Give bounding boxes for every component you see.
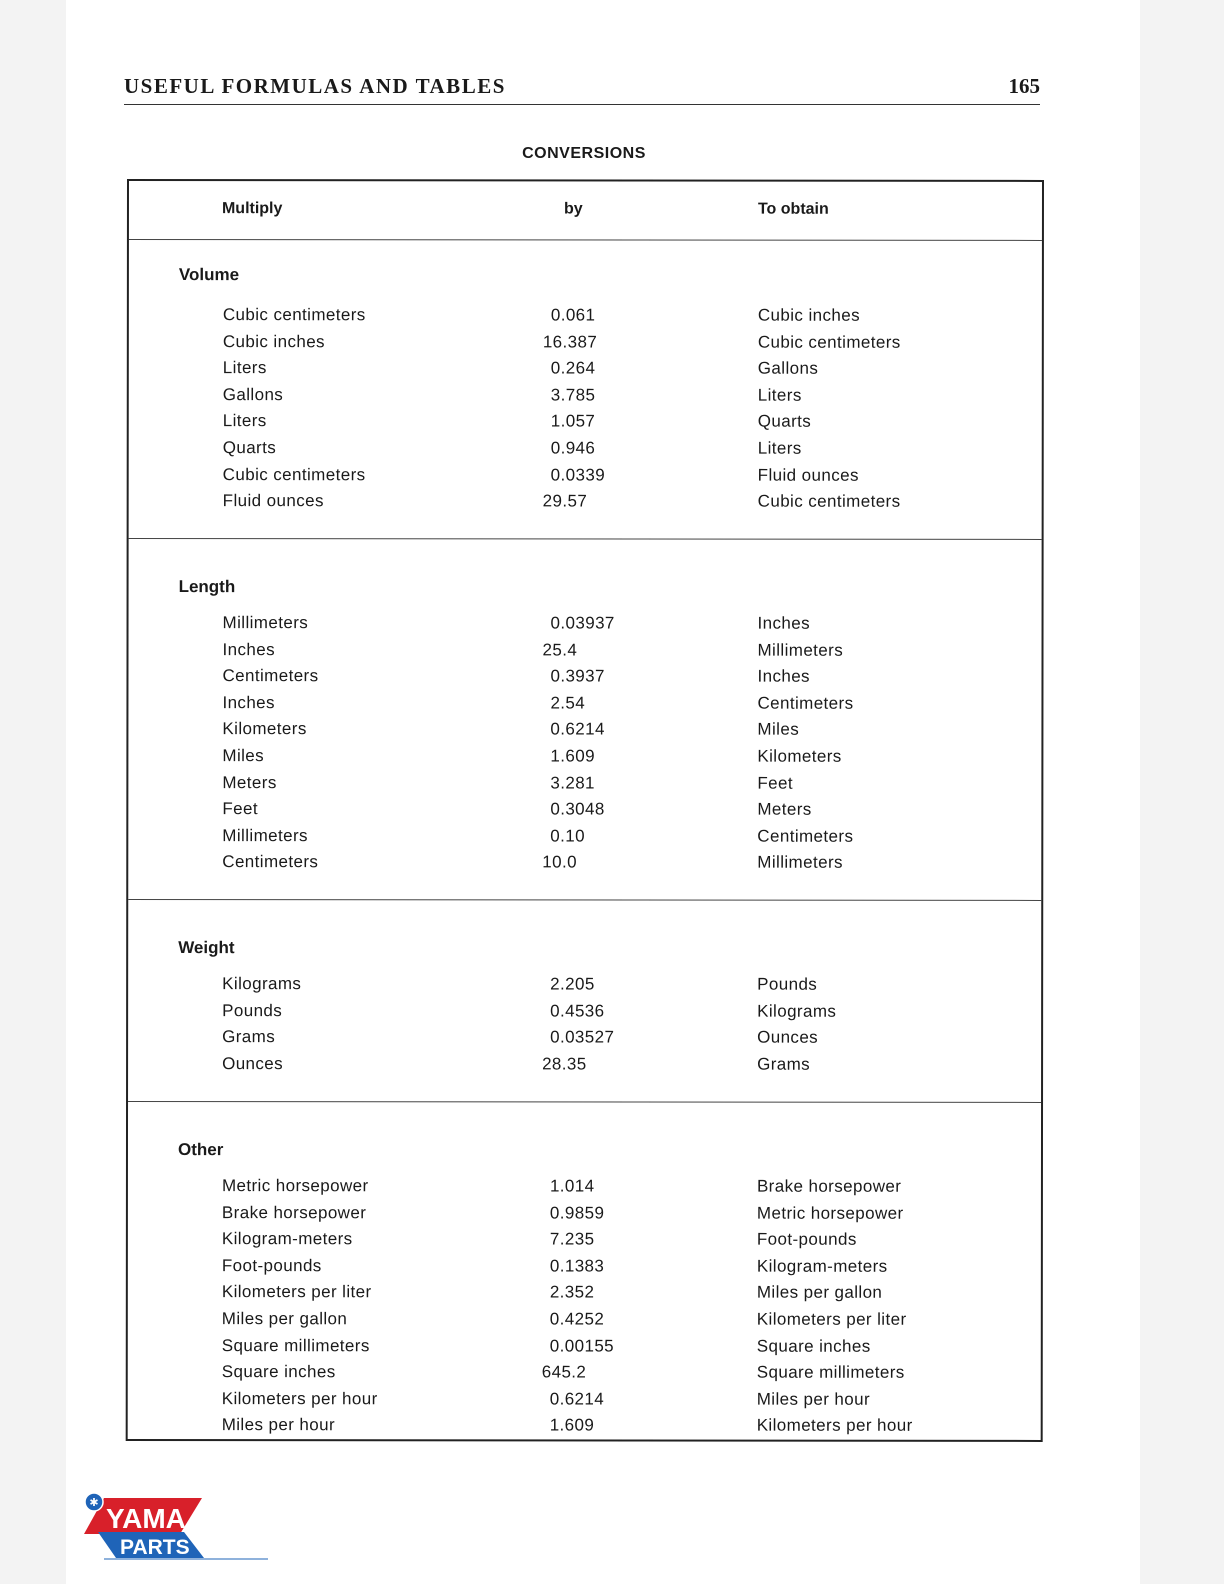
table-row <box>129 332 1042 359</box>
section-title: Volume <box>178 265 240 285</box>
column-header-by: by <box>563 200 583 218</box>
to-obtain-cell: Millimeters <box>757 853 843 873</box>
column-header-row <box>129 181 1042 241</box>
multiply-cell: Kilometers per hour <box>221 1388 378 1409</box>
table-row <box>129 385 1042 412</box>
to-obtain-cell: Feet <box>757 773 794 793</box>
factor-cell: 0.9859 <box>549 1203 605 1223</box>
factor-cell: 0.00155 <box>549 1336 615 1356</box>
factor-cell: 1.014 <box>549 1176 595 1196</box>
to-obtain-cell: Kilometers <box>757 746 842 766</box>
table-row <box>128 1309 1041 1336</box>
table-row <box>128 1229 1041 1256</box>
to-obtain-cell: Miles per hour <box>756 1389 871 1409</box>
factor-cell: 0.03937 <box>550 613 615 633</box>
multiply-cell: Liters <box>222 358 267 378</box>
multiply-cell: Fluid ounces <box>222 491 324 511</box>
factor-cell: 0.3048 <box>550 799 605 819</box>
table-row <box>129 411 1042 438</box>
table-row <box>128 1362 1041 1389</box>
to-obtain-cell: Millimeters <box>757 640 844 660</box>
multiply-cell: Metric horsepower <box>221 1176 369 1196</box>
table-row <box>129 465 1042 492</box>
multiply-cell: Pounds <box>222 1000 283 1020</box>
factor-cell: 0.10 <box>550 826 586 846</box>
column-header-multiply: Multiply <box>221 200 283 218</box>
section-other <box>128 1101 1041 1445</box>
to-obtain-cell: Inches <box>757 666 810 686</box>
to-obtain-cell: Inches <box>757 613 811 633</box>
to-obtain-cell: Miles per gallon <box>756 1283 883 1303</box>
factor-cell: 0.3937 <box>550 666 605 686</box>
to-obtain-cell: Kilometers per liter <box>756 1309 907 1329</box>
to-obtain-cell: Ounces <box>757 1027 819 1047</box>
factor-cell: 0.946 <box>550 438 596 458</box>
section-weight <box>128 899 1041 1103</box>
multiply-cell: Millimeters <box>222 613 309 633</box>
factor-cell: 0.4536 <box>550 1001 605 1021</box>
to-obtain-cell: Square millimeters <box>756 1362 905 1383</box>
multiply-cell: Centimeters <box>222 852 319 872</box>
multiply-cell: Inches <box>222 692 275 712</box>
table-row <box>129 305 1042 332</box>
table-row <box>128 1336 1041 1363</box>
table-title: CONVERSIONS <box>522 145 646 162</box>
section-title: Length <box>178 577 236 597</box>
table-row <box>128 974 1041 1001</box>
factor-cell: 0.6214 <box>549 1389 605 1409</box>
to-obtain-cell: Pounds <box>757 974 818 994</box>
section-title: Other <box>177 1140 224 1160</box>
factor-cell: 28.35 <box>542 1054 587 1074</box>
factor-cell: 0.1383 <box>549 1256 605 1276</box>
table-row <box>128 1001 1041 1028</box>
factor-cell: 0.061 <box>550 305 596 325</box>
table-row <box>128 1282 1041 1309</box>
multiply-cell: Miles <box>222 746 265 766</box>
multiply-cell: Ounces <box>222 1053 284 1073</box>
to-obtain-cell: Kilogram-meters <box>756 1256 888 1276</box>
factor-cell: 29.57 <box>542 491 588 511</box>
factor-cell: 0.0339 <box>550 465 606 485</box>
table-row <box>128 852 1041 879</box>
table-row <box>128 826 1041 853</box>
table-row <box>128 773 1041 800</box>
to-obtain-cell: Fluid ounces <box>757 465 859 485</box>
table-row <box>128 799 1041 826</box>
multiply-cell: Kilometers per liter <box>221 1282 372 1302</box>
table-row <box>128 746 1041 773</box>
to-obtain-cell: Gallons <box>757 358 819 378</box>
table-row <box>128 1256 1041 1283</box>
svg-text:PARTS: PARTS <box>120 1536 190 1559</box>
to-obtain-cell: Square inches <box>756 1336 871 1356</box>
to-obtain-cell: Miles <box>757 720 800 740</box>
factor-cell: 645.2 <box>541 1362 587 1382</box>
multiply-cell: Square millimeters <box>221 1335 370 1355</box>
conversions-table <box>126 179 1044 1442</box>
factor-cell: 2.352 <box>549 1282 595 1302</box>
factor-cell: 2.54 <box>550 693 586 713</box>
to-obtain-cell: Liters <box>757 385 802 405</box>
table-row <box>128 719 1041 746</box>
running-title: USEFUL FORMULAS AND TABLES <box>124 74 506 98</box>
to-obtain-cell: Cubic inches <box>757 305 861 325</box>
multiply-cell: Miles per hour <box>221 1415 336 1435</box>
to-obtain-cell: Grams <box>757 1054 811 1074</box>
table-row <box>128 693 1041 720</box>
factor-cell: 1.609 <box>550 746 595 766</box>
to-obtain-cell: Centimeters <box>757 693 854 713</box>
to-obtain-cell: Kilometers per hour <box>756 1416 913 1436</box>
factor-cell: 0.6214 <box>550 719 605 739</box>
factor-cell: 16.387 <box>542 332 598 352</box>
to-obtain-cell: Metric horsepower <box>756 1203 904 1223</box>
multiply-cell: Brake horsepower <box>221 1202 367 1222</box>
multiply-cell: Kilogram-meters <box>221 1229 353 1249</box>
section-title: Weight <box>178 938 235 958</box>
multiply-cell: Inches <box>222 639 276 659</box>
table-row <box>128 640 1041 667</box>
table-row <box>128 1054 1041 1081</box>
factor-cell: 10.0 <box>542 852 577 872</box>
page-number: 165 <box>1008 74 1040 98</box>
multiply-cell: Liters <box>222 411 267 431</box>
table-row <box>129 613 1042 640</box>
factor-cell: 0.03527 <box>550 1027 615 1047</box>
factor-cell: 1.609 <box>549 1415 595 1435</box>
table-row <box>129 438 1042 465</box>
table-row <box>128 1027 1041 1054</box>
multiply-cell: Cubic centimeters <box>222 305 366 325</box>
svg-text:YAMA: YAMA <box>106 1503 186 1534</box>
table-row <box>128 1389 1041 1416</box>
multiply-cell: Feet <box>222 799 258 819</box>
multiply-cell: Square inches <box>221 1362 336 1382</box>
factor-cell: 1.057 <box>550 411 596 431</box>
factor-cell: 7.235 <box>549 1229 595 1249</box>
multiply-cell: Centimeters <box>222 666 319 686</box>
factor-cell: 2.205 <box>550 974 595 994</box>
multiply-cell: Kilograms <box>222 974 302 994</box>
column-header-to-obtain: To obtain <box>757 200 829 218</box>
table-row <box>128 1176 1041 1203</box>
yamaparts-logo <box>84 1492 268 1560</box>
multiply-cell: Kilometers <box>222 719 307 739</box>
multiply-cell: Cubic inches <box>222 331 325 351</box>
factor-cell: 0.264 <box>550 358 596 378</box>
table-row <box>129 491 1042 518</box>
running-header <box>124 74 1040 105</box>
factor-cell: 3.281 <box>550 773 595 793</box>
multiply-cell: Quarts <box>222 438 277 458</box>
table-row <box>128 1415 1041 1442</box>
multiply-cell: Miles per gallon <box>221 1309 348 1329</box>
table-row <box>128 1203 1041 1230</box>
table-row <box>128 666 1041 693</box>
factor-cell: 0.4252 <box>549 1309 605 1329</box>
multiply-cell: Grams <box>222 1027 276 1047</box>
to-obtain-cell: Kilograms <box>757 1001 837 1021</box>
factor-cell: 3.785 <box>550 385 596 405</box>
to-obtain-cell: Cubic centimeters <box>757 491 901 511</box>
multiply-cell: Gallons <box>222 384 284 404</box>
to-obtain-cell: Quarts <box>757 412 812 432</box>
factor-cell: 25.4 <box>542 640 578 660</box>
to-obtain-cell: Centimeters <box>757 826 854 846</box>
to-obtain-cell: Liters <box>757 438 802 458</box>
section-volume <box>129 239 1042 539</box>
to-obtain-cell: Brake horsepower <box>756 1176 902 1196</box>
section-length <box>128 538 1041 901</box>
to-obtain-cell: Cubic centimeters <box>757 332 901 352</box>
to-obtain-cell: Meters <box>757 799 812 819</box>
multiply-cell: Cubic centimeters <box>222 464 366 484</box>
multiply-cell: Millimeters <box>222 825 308 845</box>
multiply-cell: Meters <box>222 772 277 792</box>
to-obtain-cell: Foot-pounds <box>756 1229 857 1249</box>
table-row <box>129 358 1042 385</box>
svg-text:✱: ✱ <box>89 1496 99 1509</box>
multiply-cell: Foot-pounds <box>221 1255 322 1276</box>
